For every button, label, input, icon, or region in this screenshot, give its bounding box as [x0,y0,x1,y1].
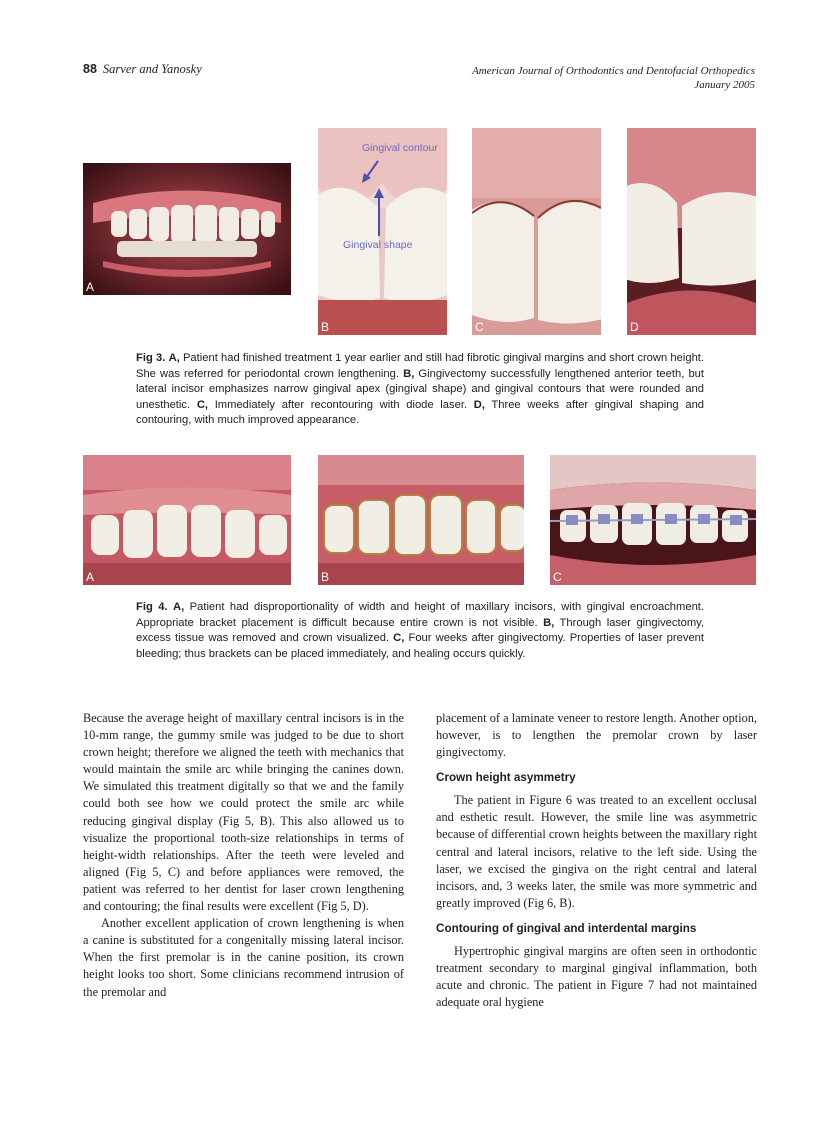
caption-text: Four weeks after gingivectomy. Properties of laser prevent bleeding; thus brackets can be placed immediately, and healing occurs quickly. [136,632,704,660]
section-heading-contouring: Contouring of gingival and interdental margins [436,921,697,935]
caption-key: B, [403,367,415,380]
caption-text: Gingivectomy successfully lengthened anterior teeth, but lateral incisor emphasizes narrow gingival apex (gingival shape) and gingival contours that were rounded and unesthetic. [136,367,704,411]
annotation-gingival-shape: Gingival shape [343,239,413,251]
page-number: 88 [83,62,97,76]
fig3-label: Fig 3. [136,352,166,364]
fig3-photo-d-image [627,128,756,335]
fig3-photo-c-image [472,128,601,335]
caption-key: A, [168,352,180,364]
caption-key: D, [473,398,485,411]
body-paragraph: Hypertrophic gingival margins are often seen in orthodontic treatment secondary to marginal gingival inflammation, both acute and chronic. The patient in Figure 7 had not maintained adequate oral hygiene [436,943,757,1010]
fig4-photo-a-image [83,455,291,585]
authors: Sarver and Yanosky [102,62,202,76]
fig4-photo-b-image [318,455,524,585]
panel-label-c: C [553,570,562,584]
fig3-photo-a [83,163,291,295]
panel-label-b: B [321,320,330,334]
body-paragraph: The patient in Figure 6 was treated to an excellent occlusal and esthetic result. However, the smile line was asymmetric because of differential crown heights between the maxillary right central and lateral incisors, relative to the left side. Using the laser, we excised the gingiva on the right central and lateral incisors, and, 3 weeks later, the smile was more symmetric and greatly improved (Fig 6, B). [436,793,757,910]
panel-label-d: D [630,320,639,334]
running-header-left [83,62,202,77]
fig3-photo-a-image [83,163,291,295]
body-paragraph: Another excellent application of crown lengthening is when a canine is substituted for a congenitally missing lateral incisor. When the first premolar is in the canine position, its crown height looks too short. Some clinicians recommend intrusion of the premolar and [83,916,404,999]
body-paragraph: placement of a laminate veneer to restore length. Another option, however, is to lengthen the premolar crown by laser gingivectomy. [436,711,757,760]
panel-label-a: A [86,280,95,294]
fig3-photo-b [318,128,447,335]
fig4-photo-c-image [550,455,756,585]
caption-key: A, [173,601,185,613]
fig4-photo-b [318,455,524,585]
caption-key: C, [393,632,405,645]
caption-key: B, [543,616,555,629]
body-left-column [83,710,404,1001]
caption-text: Three weeks after gingival shaping and contouring, with much improved appearance. [136,398,705,427]
body-paragraph: Because the average height of maxillary central incisors is in the 10-mm range, the gummy smile was judged to be due to short crown height; therefore we aligned the teeth with mechanics that would maintain the smile arc while bringing the canines down. We simulated this treatment digitally so that we and the family could both see how we could protect the smile arc while reducing gingival display (Fig 5, B). This also allowed us to visualize the proportional tooth-size relationships in terms of height-width relationships. After the teeth were leveled and aligned (Fig 5, C) and before appliances were removed, the patient was referred to her dentist for laser crown lengthening and contouring; the final results were excellent (Fig 5, D). [83,711,404,914]
fig3-photo-d [627,128,756,335]
fig4-label: Fig 4. [136,601,168,613]
section-heading-crown-height: Crown height asymmetry [436,771,576,785]
body-right-column [436,710,757,1011]
panel-label-a: A [86,570,95,584]
caption-text: Through laser gingivectomy, excess tissue was removed and crown visualized. [136,616,705,645]
running-header-right [472,64,755,92]
fig4-photo-c [550,455,756,585]
panel-label-b: B [321,570,330,584]
annotation-gingival-contour: Gingival contour [362,142,438,154]
journal-name: American Journal of Orthodontics and Dentofacial Orthopedics [472,65,755,77]
panel-label-c: C [475,320,484,334]
fig4-caption [136,600,704,662]
fig3-caption [136,351,704,429]
annotation-arrows [318,128,447,335]
fig3-photo-c [472,128,601,335]
caption-text: Patient had finished treatment 1 year earlier and still had fibrotic gingival margins and short crown height. She was referred for periodontal crown lengthening. [136,352,705,380]
fig4-photo-a [83,455,291,585]
caption-key: C, [196,398,208,411]
caption-text: Immediately after recontouring with diode laser. [208,398,474,411]
caption-text: Patient had disproportionality of width and height of maxillary incisors, with gingival encroachment. Appropriate bracket placement is difficult because entire crown is not visible. [136,601,705,629]
journal-date: January 2005 [694,79,755,91]
